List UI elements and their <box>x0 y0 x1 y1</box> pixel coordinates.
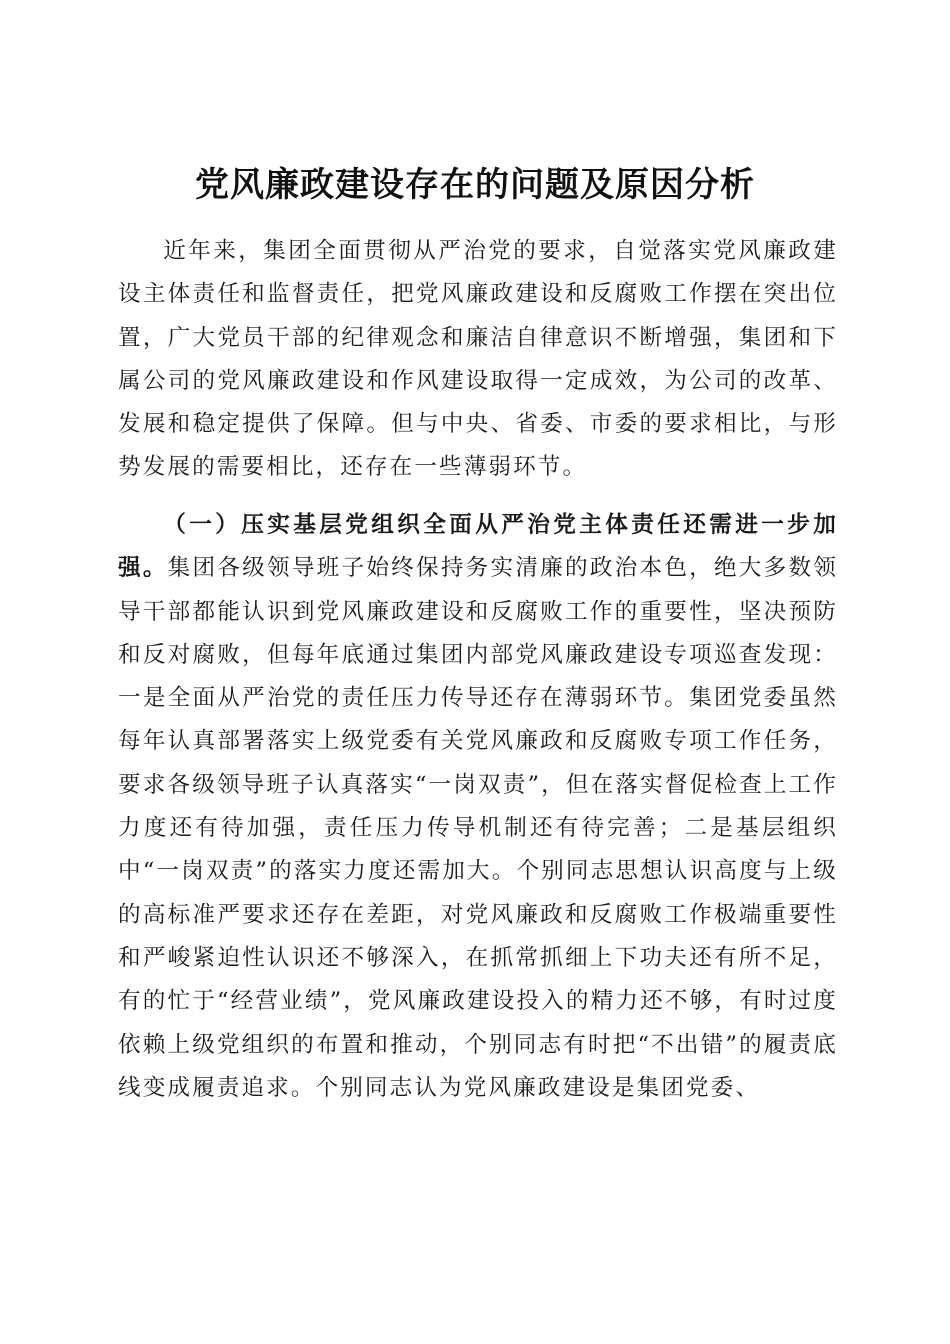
intro-paragraph: 近年来，集团全面贯彻从严治党的要求，自觉落实党风廉政建设主体责任和监督责任，把党风廉政建设和反腐败工作摆在突出位置，广大党员干部的纪律观念和廉洁自律意识不断增强，集团和下属公司的党风廉政建设和作风建设取得一定成效，为公司的改革、发展和稳定提供了保障。但与中央、省委、市委的要求相比，与形势发展的需要相比，还存在一些薄弱环节。 <box>118 238 838 481</box>
section-one-paragraph <box>118 504 838 1110</box>
section-one-body: 集团各级领导班子始终保持务实清廉的政治本色，绝大多数领导干部都能认识到党风廉政建设和反腐败工作的重要性，坚决预防和反对腐败，但每年底通过集团内部党风廉政建设专项巡查发现：一是全面从严治党的责任压力传导还存在薄弱环节。集团党委虽然每年认真部署落实上级党委有关党风廉政和反腐败专项工作任务，要求各级领导班子认真落实“一岗双责”，但在落实督促检查上工作力度还有待加强，责任压力传导机制还有待完善；二是基层组织中“一岗双责”的落实力度还需加大。个别同志思想认识高度与上级的高标准严要求还存在差距，对党风廉政和反腐败工作极端重要性和严峻紧迫性认识还不够深入，在抓常抓细上下功夫还有所不足，有的忙于“经营业绩”，党风廉政建设投入的精力还不够，有时过度依赖上级党组织的布置和推动，个别同志有时把“不出错”的履责底线变成履责追求。个别同志认为党风廉政建设是集团党委、 <box>118 555 839 1101</box>
section-one-heading: （一）压实基层党组织全面从严治党主体责任还需进一步加强。 <box>118 512 838 582</box>
document-title: 党风廉政建设存在的问题及原因分析 <box>195 164 755 205</box>
